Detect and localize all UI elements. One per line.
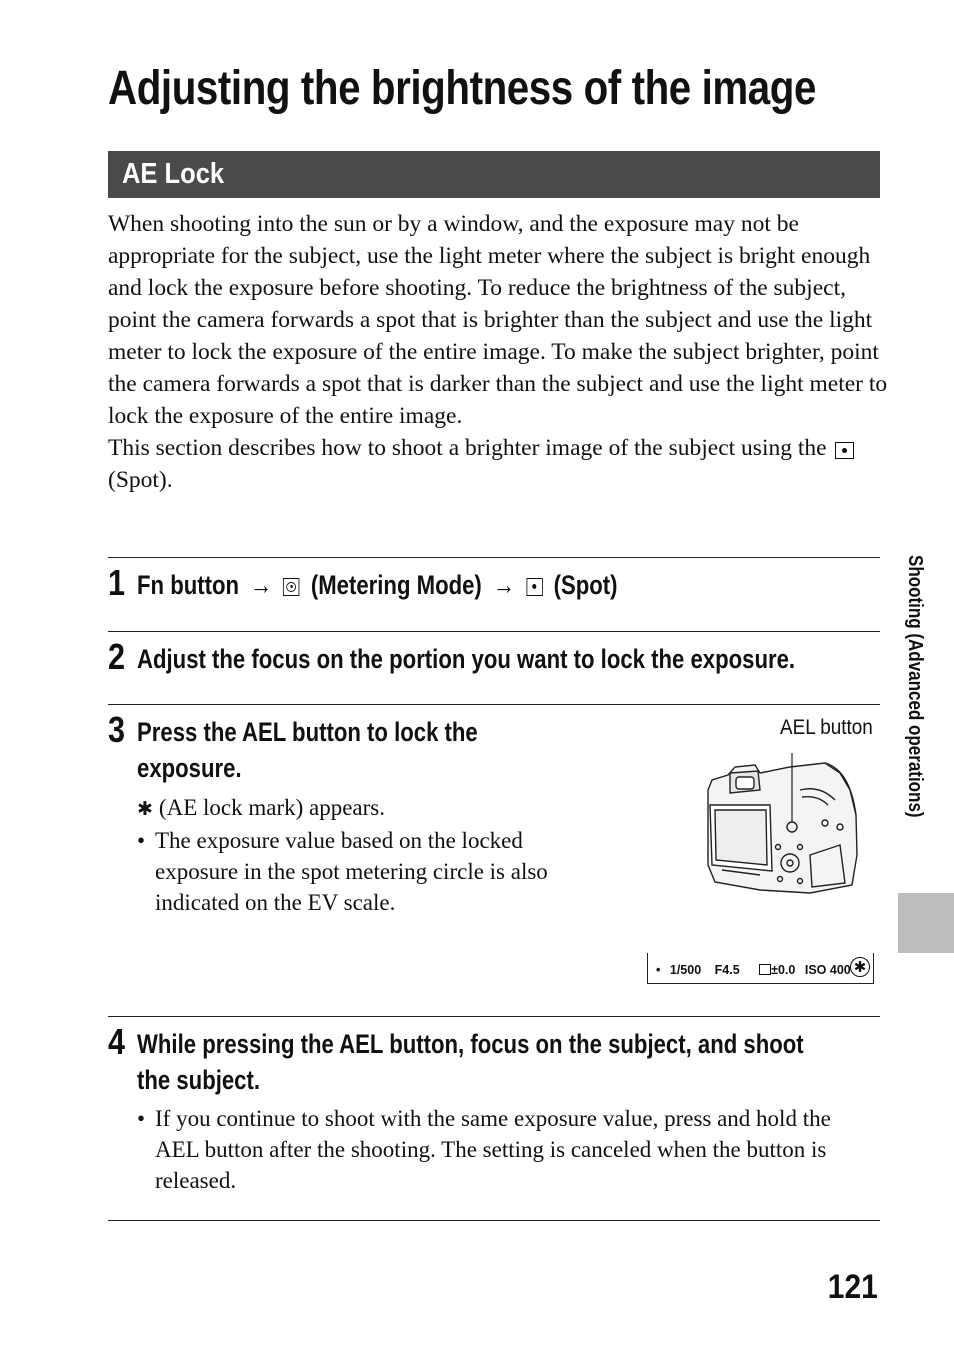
- intro-paragraph-spot: This section describes how to shoot a brighter image of the subject using the (Spot).: [108, 432, 888, 496]
- step-2-text: Adjust the focus on the portion you want to lock the exposure.: [137, 644, 796, 674]
- ael-button-label: AEL button: [780, 716, 873, 739]
- step-1-text: Fn button → (Metering Mode) → (Spot): [137, 567, 618, 603]
- spot-metering-icon: [835, 442, 854, 459]
- step-3-details: [137, 792, 557, 918]
- step-4-line: While pressing the AEL button, focus on the subject, and shoot: [137, 1029, 804, 1059]
- lcd-info-strip: [647, 953, 874, 984]
- intro-text: [108, 208, 888, 496]
- exposure-value: ±0.0: [771, 963, 796, 977]
- ae-lock-indicator-icon: ✱: [850, 957, 870, 977]
- ae-lock-note: ✱ (AE lock mark) appears.: [137, 795, 385, 820]
- intro-paragraph: When shooting into the sun or by a window, and the exposure may not be appropriate for the subject, use the light meter where the subject is bright enough and lock the exposure before shooting. To reduce the brightness of the subject, point the camera forwards a spot that is brighter than the subject and use the light meter to lock the exposure of the entire image. To make the subject brighter, point the camera forwards a spot that is darker than the subject and use the light meter to lock the exposure of the entire image.: [108, 211, 888, 429]
- bullet-item: • The exposure value based on the locked exposure in the spot metering circle is also indicated on the EV scale.: [137, 828, 548, 915]
- lcd-bullet: •: [656, 963, 661, 977]
- page-title: Adjusting the brightness of the image: [108, 62, 817, 115]
- section-header-bar: [108, 151, 880, 198]
- step-number: 4: [108, 1021, 126, 1062]
- aperture-value: F4.5: [714, 963, 740, 977]
- divider: [108, 631, 880, 632]
- divider: [108, 1016, 880, 1017]
- shutter-speed: 1/500: [669, 963, 702, 977]
- divider: [108, 557, 880, 558]
- step-3-line: exposure.: [137, 753, 242, 783]
- step-4-details: [137, 1103, 877, 1196]
- step-4-line: the subject.: [137, 1065, 261, 1095]
- step-number: 2: [108, 636, 126, 677]
- page-number: 121: [828, 1268, 878, 1306]
- iso-value: ISO 400: [804, 963, 851, 977]
- metering-mode-icon: [283, 578, 299, 596]
- ae-lock-mark-icon: ✱: [137, 798, 153, 820]
- arrow-icon: →: [250, 570, 273, 600]
- bullet-item: • If you continue to shoot with the same exposure value, press and hold the AEL button after the shooting. The setting is canceled when the button is released.: [137, 1106, 831, 1193]
- arrow-icon: →: [492, 570, 516, 600]
- divider: [108, 1220, 880, 1221]
- step-3-line: Press the AEL button to lock the: [137, 717, 478, 747]
- section-title: AE Lock: [122, 158, 225, 190]
- side-tab-marker: [898, 893, 954, 953]
- exposure-comp-icon: [759, 964, 771, 975]
- side-tab-label: Shooting (Advanced operations): [904, 555, 926, 818]
- divider: [108, 704, 880, 705]
- camera-illustration: [700, 745, 865, 895]
- spot-metering-icon: [526, 578, 542, 596]
- step-number: 3: [108, 709, 126, 750]
- step-number: 1: [108, 562, 126, 603]
